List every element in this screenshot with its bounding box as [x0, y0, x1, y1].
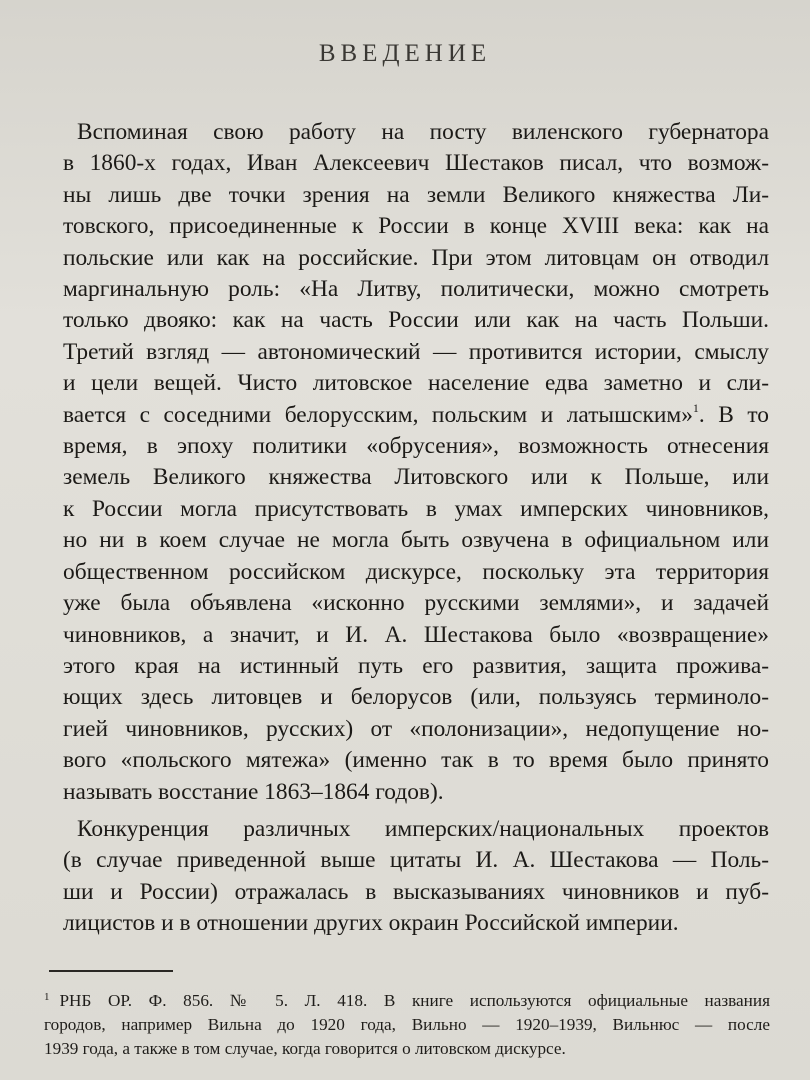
text-segment: . В то — [698, 401, 769, 428]
text-line: ши и России) отражалась в высказываниях чиновников и пуб- — [63, 878, 769, 905]
text-segment: вается с соседними белорусским, польским и латышским» — [63, 401, 693, 428]
footnotes — [44, 985, 770, 1061]
text-line: маргинальную роль: «На Литву, политически, можно смотреть — [63, 276, 769, 303]
text-line: называть восстание 1863–1864 годов). — [63, 778, 444, 805]
text-line: лицистов и в отношении других окраин Российской империи. — [63, 910, 679, 937]
text-line: земель Великого княжества Литовского или к Польше, или — [63, 464, 769, 491]
text-line: вого «польского мятежа» (именно так в то время было принято — [63, 747, 769, 774]
footnote-separator — [49, 970, 173, 972]
text-line: товского, присоединенные к России в конце XVIII века: как на — [63, 213, 769, 240]
chapter-title: ВВЕДЕНИЕ — [318, 40, 492, 67]
text-line: в 1860-х годах, Иван Алексеевич Шестаков писал, что возмож- — [63, 150, 769, 177]
text-line: ны лишь две точки зрения на земли Великого княжества Ли- — [63, 181, 769, 208]
text-line: уже была объявлена «исконно русскими землями», и задачей — [63, 590, 769, 617]
text-line: чиновников, а значит, и И. А. Шестакова было «возвращение» — [63, 621, 769, 648]
text-line: польские или как на российские. При этом литовцам он отводил — [63, 244, 769, 271]
footnote-line: городов, например Вильна до 1920 года, Вильно — 1920–1939, Вильнюс — после — [44, 1015, 770, 1034]
body-text — [63, 117, 769, 940]
text-line: Вспоминая свою работу на посту виленского губернатора — [77, 119, 769, 145]
text-line: к России могла присутствовать в умах имперских чиновников, — [63, 495, 769, 522]
text-line: Третий взгляд — автономический — противится истории, смыслу — [63, 338, 769, 365]
text-line: и цели вещей. Чисто литовское население едва заметно и сли- — [63, 370, 769, 397]
text-line: гией чиновников, русских) от «полонизации», недопущение но- — [63, 715, 769, 742]
text-line: общественном российском дискурсе, поскольку эта территория — [63, 558, 769, 585]
text-line: только двояко: как на часть России или как на часть Польши. — [63, 307, 769, 334]
footnote-reference: 1 — [692, 400, 699, 415]
footnote-line — [44, 985, 770, 1013]
text-line: этого края на истинный путь его развития, защита прожива- — [63, 652, 769, 679]
text-line-with-footnote — [63, 400, 769, 431]
footnote-line: 1939 года, а также в том случае, когда говорится о литовском дискурсе. — [44, 1039, 566, 1058]
text-line: Конкуренция различных имперских/национальных проектов — [77, 815, 769, 842]
text-line: но ни в коем случае не могла быть озвучена в официальном или — [63, 527, 769, 554]
text-line: (в случае приведенной выше цитаты И. А. Шестакова — Поль- — [63, 847, 769, 874]
footnote-text: РНБ ОР. Ф. 856. № 5. Л. 418. В книге используются официальные названия — [59, 991, 770, 1010]
text-line: ющих здесь литовцев и белорусов (или, пользуясь терминоло- — [63, 684, 769, 711]
text-line: время, в эпоху политики «обрусения», возможность отнесения — [63, 433, 769, 460]
footnote-number: 1 — [44, 991, 50, 1003]
